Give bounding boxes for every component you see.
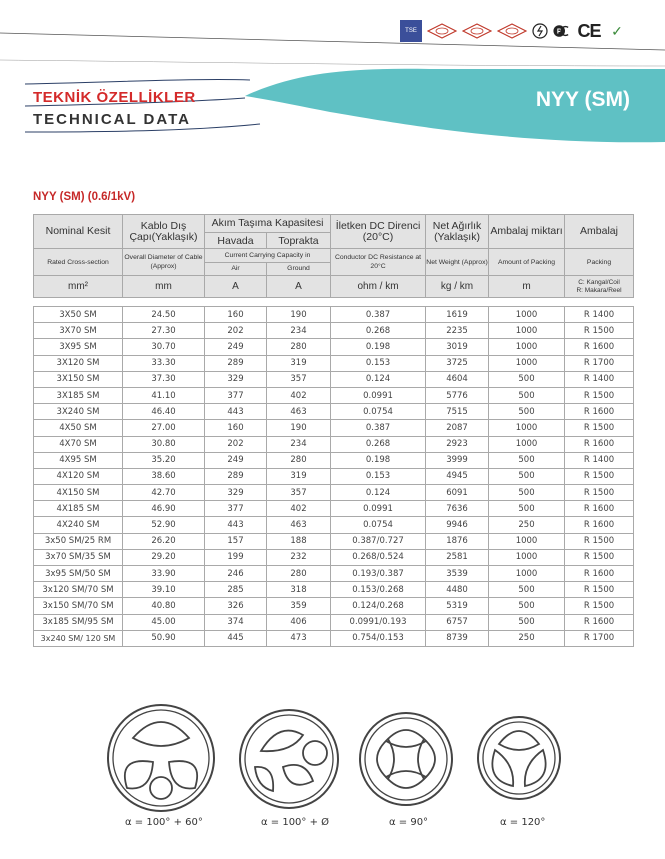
col-header-en-current: Current Carrying Capacity in <box>205 249 331 263</box>
cell-ground: 280 <box>267 339 331 355</box>
cell-weight: 2235 <box>426 323 489 339</box>
cell-diameter: 37.30 <box>123 371 205 387</box>
table-row <box>34 355 634 371</box>
cell-resistance: 0.198 <box>331 452 426 468</box>
table-row <box>34 307 634 323</box>
table-row <box>34 387 634 403</box>
cell-ground: 190 <box>267 307 331 323</box>
cell-weight: 6091 <box>426 485 489 501</box>
col-header-en-ground: Ground <box>267 262 331 276</box>
col-header-en-air: Air <box>205 262 267 276</box>
cell-diameter: 38.60 <box>123 468 205 484</box>
cell-weight: 2581 <box>426 549 489 565</box>
cell-resistance: 0.153 <box>331 355 426 371</box>
cell-resistance: 0.198 <box>331 339 426 355</box>
cell-ground: 280 <box>267 452 331 468</box>
cell-ground: 234 <box>267 323 331 339</box>
col-header-air: Havada <box>205 233 267 249</box>
cell-nominal: 3x120 SM/70 SM <box>34 582 123 598</box>
cell-nominal: 4X120 SM <box>34 468 123 484</box>
cell-ground: 463 <box>267 404 331 420</box>
cell-resistance: 0.124/0.268 <box>331 598 426 614</box>
col-header-current: Akım Taşıma Kapasitesi <box>205 215 331 233</box>
cell-ground: 463 <box>267 517 331 533</box>
table-row <box>34 420 634 436</box>
technical-data-table <box>33 214 634 647</box>
cell-nominal: 3x150 SM/70 SM <box>34 598 123 614</box>
cell-air: 374 <box>205 614 267 630</box>
cell-packing-amount: 1000 <box>489 355 565 371</box>
cell-air: 199 <box>205 549 267 565</box>
title-english: TECHNICAL DATA <box>33 111 191 128</box>
diagram-caption-1: α = 100° + 60° <box>125 817 203 828</box>
cell-diameter: 24.50 <box>123 307 205 323</box>
cell-diameter: 26.20 <box>123 533 205 549</box>
unit-packing <box>565 276 634 298</box>
cell-packing-amount: 1000 <box>489 436 565 452</box>
table-row <box>34 323 634 339</box>
cell-packing-amount: 500 <box>489 485 565 501</box>
col-header-en-diameter: Overall Diameter of Cable (Approx) <box>123 249 205 276</box>
table-row <box>34 630 634 646</box>
cell-nominal: 3x95 SM/50 SM <box>34 566 123 582</box>
product-title: NYY (SM) <box>535 88 630 111</box>
cell-packing: R 1500 <box>565 598 634 614</box>
cell-packing-amount: 500 <box>489 371 565 387</box>
cell-packing-amount: 500 <box>489 404 565 420</box>
cell-packing-amount: 500 <box>489 582 565 598</box>
cell-weight: 1619 <box>426 307 489 323</box>
table-row <box>34 436 634 452</box>
cell-ground: 232 <box>267 549 331 565</box>
cell-packing-amount: 1000 <box>489 420 565 436</box>
cell-weight: 7515 <box>426 404 489 420</box>
table-row <box>34 566 634 582</box>
diagram-caption-2: α = 100° + Ø <box>261 817 330 828</box>
cell-resistance: 0.0991/0.193 <box>331 614 426 630</box>
cell-nominal: 4X185 SM <box>34 501 123 517</box>
col-header-packing-amount: Ambalaj miktarı <box>489 215 565 249</box>
cell-packing-amount: 500 <box>489 598 565 614</box>
cell-packing: R 1400 <box>565 371 634 387</box>
cell-resistance: 0.153 <box>331 468 426 484</box>
cell-diameter: 52.90 <box>123 517 205 533</box>
cell-nominal: 3X120 SM <box>34 355 123 371</box>
cell-packing: R 1700 <box>565 630 634 646</box>
cell-ground: 318 <box>267 582 331 598</box>
cell-air: 285 <box>205 582 267 598</box>
cell-packing: R 1500 <box>565 485 634 501</box>
cell-ground: 234 <box>267 436 331 452</box>
unit-diameter: mm <box>123 276 205 298</box>
col-header-en-packing: Packing <box>565 249 634 276</box>
cell-packing-amount: 1000 <box>489 323 565 339</box>
unit-weight: kg / km <box>426 276 489 298</box>
cell-nominal: 3X185 SM <box>34 387 123 403</box>
table-row <box>34 517 634 533</box>
cell-diameter: 27.00 <box>123 420 205 436</box>
cell-packing-amount: 500 <box>489 452 565 468</box>
cell-air: 329 <box>205 485 267 501</box>
cell-ground: 402 <box>267 501 331 517</box>
cell-packing: R 1600 <box>565 404 634 420</box>
cell-packing: R 1500 <box>565 549 634 565</box>
cell-air: 377 <box>205 387 267 403</box>
cell-diameter: 40.80 <box>123 598 205 614</box>
cell-weight: 5776 <box>426 387 489 403</box>
cell-air: 160 <box>205 307 267 323</box>
cell-ground: 280 <box>267 566 331 582</box>
cable-cross-section-3plus1-icon <box>237 707 341 811</box>
cell-packing-amount: 500 <box>489 501 565 517</box>
cell-packing: R 1500 <box>565 420 634 436</box>
col-header-en-nominal: Rated Cross-section <box>34 249 123 276</box>
cell-packing: R 1400 <box>565 307 634 323</box>
table-row <box>34 404 634 420</box>
cell-resistance: 0.124 <box>331 371 426 387</box>
cell-packing-amount: 500 <box>489 468 565 484</box>
cell-resistance: 0.268 <box>331 323 426 339</box>
cell-ground: 359 <box>267 598 331 614</box>
cell-diameter: 29.20 <box>123 549 205 565</box>
cell-weight: 9946 <box>426 517 489 533</box>
cell-packing: R 1500 <box>565 468 634 484</box>
cell-ground: 473 <box>267 630 331 646</box>
cell-packing: R 1500 <box>565 387 634 403</box>
cell-weight: 3019 <box>426 339 489 355</box>
cell-diameter: 33.30 <box>123 355 205 371</box>
cell-diameter: 42.70 <box>123 485 205 501</box>
cell-nominal: 4X240 SM <box>34 517 123 533</box>
cell-packing-amount: 250 <box>489 630 565 646</box>
unit-packing-coil: C: Kangal/Coil <box>578 278 620 286</box>
cell-air: 329 <box>205 371 267 387</box>
cell-packing-amount: 1000 <box>489 566 565 582</box>
col-header-ground: Toprakta <box>267 233 331 249</box>
col-header-en-resistance: Conductor DC Resistance at 20°C <box>331 249 426 276</box>
cell-weight: 5319 <box>426 598 489 614</box>
cell-air: 157 <box>205 533 267 549</box>
cell-air: 377 <box>205 501 267 517</box>
cell-nominal: 4X95 SM <box>34 452 123 468</box>
cell-diameter: 30.70 <box>123 339 205 355</box>
ce-mark-icon: CE <box>577 20 601 41</box>
unit-packing-amount: m <box>489 276 565 298</box>
cell-packing: R 1500 <box>565 533 634 549</box>
diagram-caption-3: α = 90° <box>389 817 429 828</box>
cell-resistance: 0.387/0.727 <box>331 533 426 549</box>
section-subtitle: NYY (SM) (0.6/1kV) <box>33 191 136 203</box>
cell-air: 202 <box>205 323 267 339</box>
cable-cross-section-4core-icon <box>357 710 455 808</box>
cell-packing-amount: 500 <box>489 387 565 403</box>
cable-cross-section-3core-120-icon <box>475 714 563 802</box>
table-row <box>34 339 634 355</box>
cell-diameter: 41.10 <box>123 387 205 403</box>
cell-resistance: 0.0754 <box>331 404 426 420</box>
unit-resistance: ohm / km <box>331 276 426 298</box>
cell-air: 249 <box>205 452 267 468</box>
cell-diameter: 46.40 <box>123 404 205 420</box>
cell-ground: 402 <box>267 387 331 403</box>
cell-resistance: 0.124 <box>331 485 426 501</box>
cell-packing-amount: 250 <box>489 517 565 533</box>
cell-diameter: 45.00 <box>123 614 205 630</box>
cell-packing: R 1600 <box>565 436 634 452</box>
cell-ground: 319 <box>267 468 331 484</box>
cell-packing-amount: 1000 <box>489 307 565 323</box>
cell-resistance: 0.754/0.153 <box>331 630 426 646</box>
cell-ground: 190 <box>267 420 331 436</box>
cell-ground: 188 <box>267 533 331 549</box>
cell-diameter: 35.20 <box>123 452 205 468</box>
cell-air: 160 <box>205 420 267 436</box>
cell-packing-amount: 500 <box>489 614 565 630</box>
cell-weight: 2923 <box>426 436 489 452</box>
cell-resistance: 0.387 <box>331 307 426 323</box>
table-row <box>34 598 634 614</box>
col-header-diameter: Kablo Dış Çapı(Yaklaşık) <box>123 215 205 249</box>
cell-diameter: 46.90 <box>123 501 205 517</box>
cell-ground: 357 <box>267 371 331 387</box>
cell-resistance: 0.0754 <box>331 517 426 533</box>
cell-resistance: 0.153/0.268 <box>331 582 426 598</box>
cell-nominal: 3X50 SM <box>34 307 123 323</box>
cell-packing: R 1600 <box>565 566 634 582</box>
tse-logo-icon: TSE <box>400 20 422 42</box>
unit-air: A <box>205 276 267 298</box>
table-row <box>34 614 634 630</box>
table-row <box>34 582 634 598</box>
table-row <box>34 485 634 501</box>
cell-air: 326 <box>205 598 267 614</box>
cell-ground: 357 <box>267 485 331 501</box>
cell-air: 289 <box>205 355 267 371</box>
cell-packing: R 1600 <box>565 614 634 630</box>
table-row <box>34 501 634 517</box>
cell-packing-amount: 1000 <box>489 339 565 355</box>
cell-nominal: 3x185 SM/95 SM <box>34 614 123 630</box>
cell-weight: 8739 <box>426 630 489 646</box>
cable-cross-section-3core-icon <box>105 702 217 814</box>
cell-weight: 2087 <box>426 420 489 436</box>
cell-packing: R 1400 <box>565 452 634 468</box>
cell-packing: R 1600 <box>565 339 634 355</box>
cell-nominal: 3x50 SM/25 RM <box>34 533 123 549</box>
cell-diameter: 50.90 <box>123 630 205 646</box>
table-row <box>34 533 634 549</box>
cell-resistance: 0.387 <box>331 420 426 436</box>
cell-air: 289 <box>205 468 267 484</box>
cell-air: 246 <box>205 566 267 582</box>
col-header-en-weight: Net Weight (Approx) <box>426 249 489 276</box>
cell-air: 249 <box>205 339 267 355</box>
rohs-check-icon: ✓ <box>611 22 623 39</box>
cell-weight: 4604 <box>426 371 489 387</box>
cell-resistance: 0.268/0.524 <box>331 549 426 565</box>
cell-air: 202 <box>205 436 267 452</box>
cell-packing: R 1500 <box>565 582 634 598</box>
cell-ground: 319 <box>267 355 331 371</box>
table-row <box>34 371 634 387</box>
diagram-caption-4: α = 120° <box>500 817 546 828</box>
cell-nominal: 3X150 SM <box>34 371 123 387</box>
cell-nominal: 4X150 SM <box>34 485 123 501</box>
cell-packing: R 1500 <box>565 323 634 339</box>
table-row <box>34 468 634 484</box>
cell-weight: 7636 <box>426 501 489 517</box>
unit-ground: A <box>267 276 331 298</box>
cell-nominal: 3x240 SM/ 120 SM <box>34 630 123 646</box>
cell-weight: 3999 <box>426 452 489 468</box>
cell-air: 443 <box>205 517 267 533</box>
cell-weight: 3539 <box>426 566 489 582</box>
table-row <box>34 452 634 468</box>
cell-nominal: 3X240 SM <box>34 404 123 420</box>
cell-weight: 4945 <box>426 468 489 484</box>
title-turkish: TEKNİK ÖZELLİKLER <box>33 89 196 106</box>
cell-diameter: 33.90 <box>123 566 205 582</box>
cell-resistance: 0.268 <box>331 436 426 452</box>
table-row <box>34 549 634 565</box>
cell-weight: 3725 <box>426 355 489 371</box>
col-header-nominal: Nominal Kesit <box>34 215 123 249</box>
col-header-resistance: İletken DC Direnci (20°C) <box>331 215 426 249</box>
cell-air: 445 <box>205 630 267 646</box>
cell-ground: 406 <box>267 614 331 630</box>
cell-air: 443 <box>205 404 267 420</box>
svg-text:P: P <box>556 27 562 36</box>
cell-nominal: 3X70 SM <box>34 323 123 339</box>
cell-nominal: 4X70 SM <box>34 436 123 452</box>
cell-weight: 1876 <box>426 533 489 549</box>
col-header-packing: Ambalaj <box>565 215 634 249</box>
cell-diameter: 39.10 <box>123 582 205 598</box>
unit-nominal: mm² <box>34 276 123 298</box>
cell-packing: R 1700 <box>565 355 634 371</box>
col-header-en-packing-amount: Amount of Packing <box>489 249 565 276</box>
col-header-weight: Net Ağırlık (Yaklaşık) <box>426 215 489 249</box>
cell-weight: 4480 <box>426 582 489 598</box>
cell-resistance: 0.0991 <box>331 387 426 403</box>
cell-packing-amount: 1000 <box>489 549 565 565</box>
cell-resistance: 0.193/0.387 <box>331 566 426 582</box>
unit-packing-reel: R: Makara/Reel <box>576 286 622 294</box>
cell-packing: R 1600 <box>565 517 634 533</box>
cell-weight: 6757 <box>426 614 489 630</box>
cell-resistance: 0.0991 <box>331 501 426 517</box>
cell-diameter: 27.30 <box>123 323 205 339</box>
cell-packing-amount: 1000 <box>489 533 565 549</box>
cell-diameter: 30.80 <box>123 436 205 452</box>
cell-nominal: 4X50 SM <box>34 420 123 436</box>
cell-nominal: 3X95 SM <box>34 339 123 355</box>
cell-packing: R 1600 <box>565 501 634 517</box>
cell-nominal: 3x70 SM/35 SM <box>34 549 123 565</box>
